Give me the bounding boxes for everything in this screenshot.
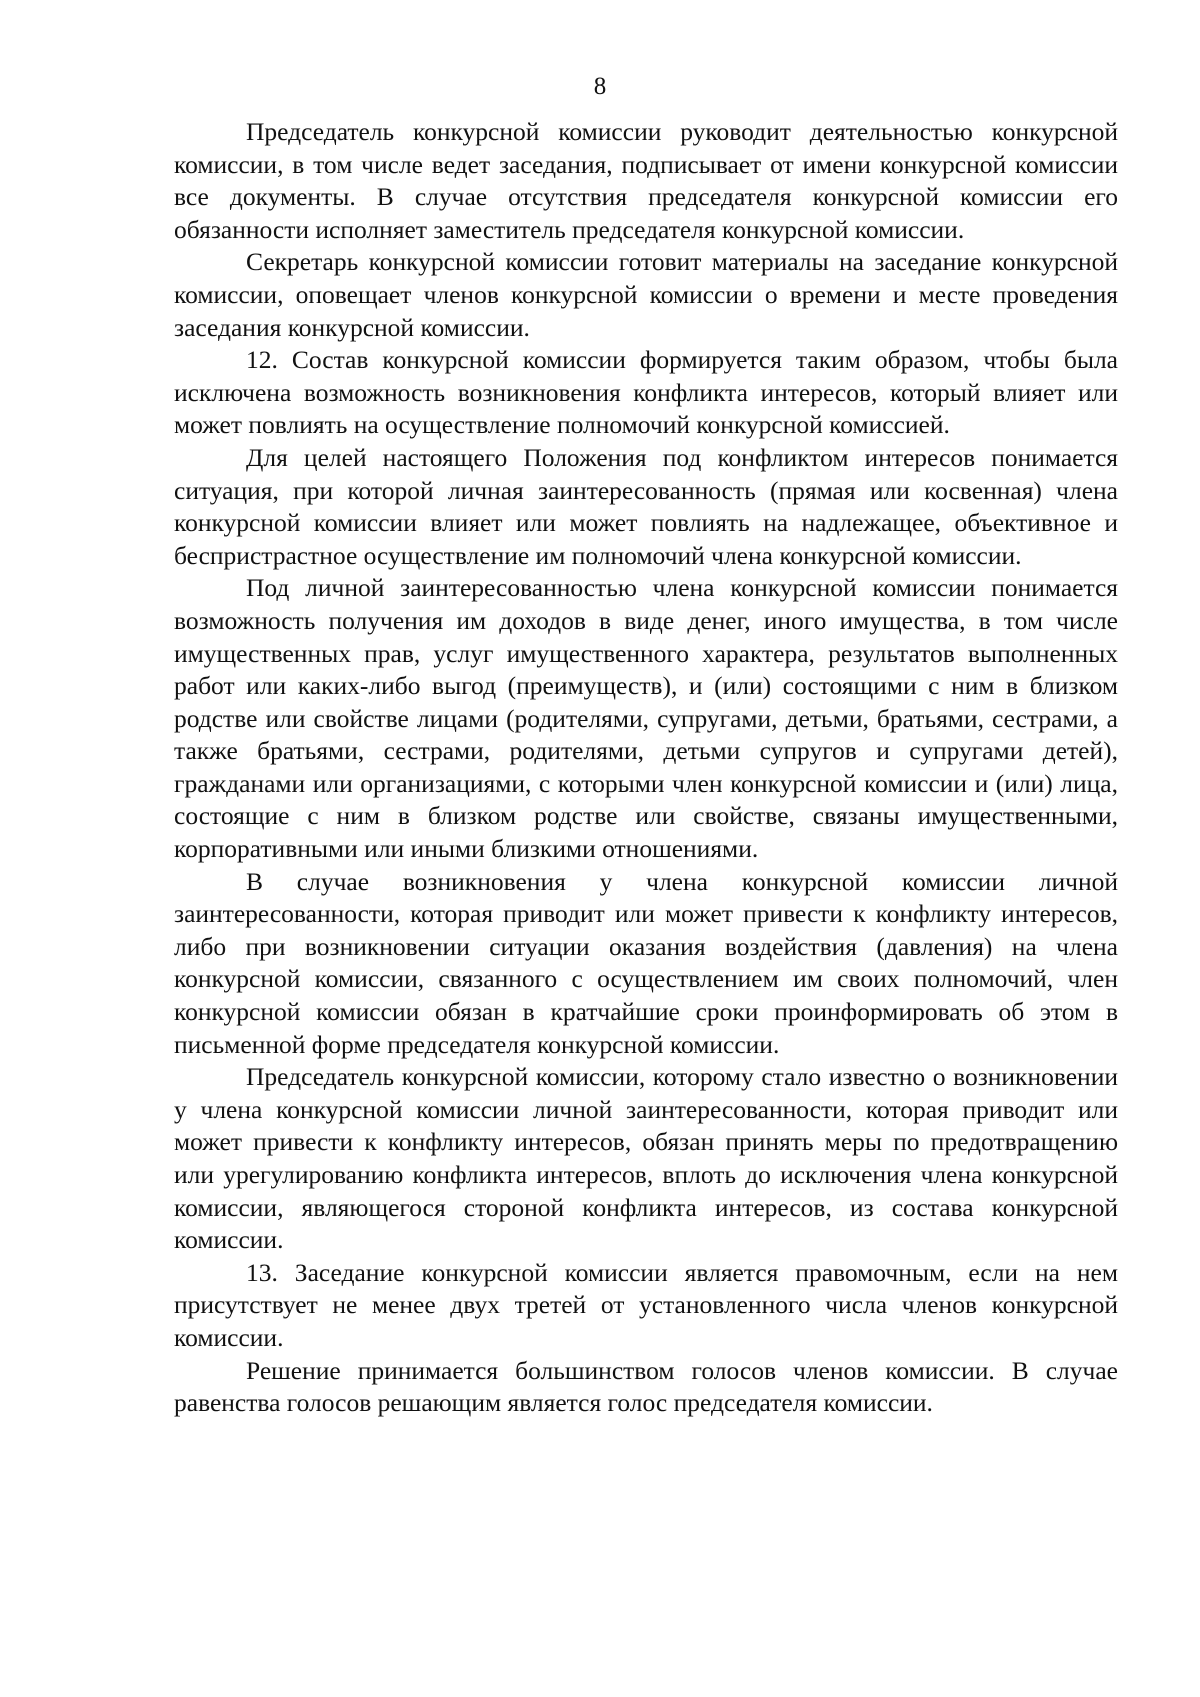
document-body <box>174 116 1118 1420</box>
page-number: 8 <box>593 73 607 100</box>
paragraph-secretary-duties: Секретарь конкурсной комиссии готовит материалы на заседание конкурсной комиссии, оповещает членов конкурсной комиссии о времени и месте проведения заседания конкурсной комиссии. <box>174 247 1118 342</box>
paragraph-conflict-definition: Для целей настоящего Положения под конфликтом интересов понимается ситуация, при которой личная заинтересованность (прямая или косвенная) члена конкурсной комиссии влияет или может повлиять на надлежащее, объективное и беспристрастное осуществление им полномочий члена конкурсной комиссии. <box>174 442 1118 570</box>
paragraph-decision-voting: Решение принимается большинством голосов членов комиссии. В случае равенства голосов решающим является голос председателя комиссии. <box>174 1355 1118 1418</box>
paragraph-chairman-duties: Председатель конкурсной комиссии руководит деятельностью конкурсной комиссии, в том числе ведет заседания, подписывает от имени конкурсной комиссии все документы. В случае отсутствия председателя конкурсной комиссии его обязанности исполняет заместитель председателя конкурсной комиссии. <box>174 117 1118 244</box>
paragraph-member-obligation: В случае возникновения у члена конкурсной комиссии личной заинтересованности, которая приводит или может привести к конфликту интересов, либо при возникновении ситуации оказания воздействия (давления) на члена конкурсной комиссии, связанного с осуществлением им своих полномочий, член конкурсной комиссии обязан в кратчайшие сроки проинформировать об этом в письменной форме председателя конкурсной комиссии. <box>174 866 1118 1059</box>
paragraph-personal-interest: Под личной заинтересованностью члена конкурсной комиссии понимается возможность получения им доходов в виде денег, иного имущества, в том числе имущественных прав, услуг имущественного характера, результатов выполненных работ или каких-либо выгод (преимуществ), и (или) состоящими с ним в близком родстве или свойстве лицами (родителями, супругами, детьми, братьями, сестрами, а также братьями, сестрами, родителями, детьми супругов и супругами детей), гражданами или организациями, с которыми член конкурсной комиссии и (или) лица, состоящие с ним в близком родстве или свойстве, связаны имущественными, корпоративными или иными близкими отношениями. <box>174 573 1118 864</box>
paragraph-clause-12: 12. Состав конкурсной комиссии формируется таким образом, чтобы была исключена возможность возникновения конфликта интересов, который влияет или может повлиять на осуществление полномочий конкурсной комиссией. <box>174 345 1118 440</box>
paragraph-chairman-measures: Председатель конкурсной комиссии, которому стало известно о возникновении у члена конкурсной комиссии личной заинтересованности, которая приводит или может привести к конфликту интересов, обязан принять меры по предотвращению или урегулированию конфликта интересов, вплоть до исключения члена конкурсной комиссии, являющегося стороной конфликта интересов, из состава конкурсной комиссии. <box>174 1062 1118 1255</box>
paragraph-clause-13: 13. Заседание конкурсной комиссии является правомочным, если на нем присутствует не менее двух третей от установленного числа членов конкурсной комиссии. <box>174 1257 1118 1352</box>
